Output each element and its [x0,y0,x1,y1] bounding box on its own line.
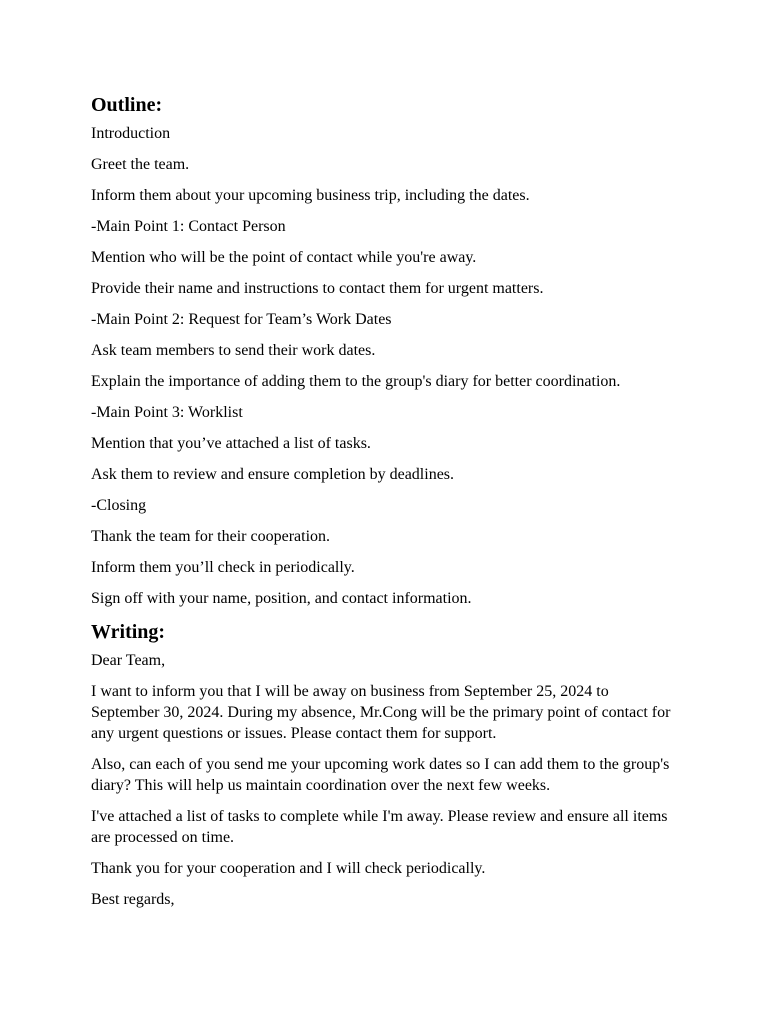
outline-heading: Outline: [91,94,163,116]
outline-item: Explain the importance of adding them to the group's diary for better coordination. [91,373,621,390]
letter-paragraph: I've attached a list of tasks to complete while I'm away. Please review and ensure all items are processed on time. [91,808,668,846]
outline-item: -Main Point 3: Worklist [91,404,243,421]
outline-item: Sign off with your name, position, and contact information. [91,590,472,607]
writing-heading: Writing: [91,621,166,643]
letter-paragraph: Also, can each of you send me your upcoming work dates so I can add them to the group's diary? This will help us maintain coordination over the next few weeks. [91,756,670,794]
letter [91,650,671,910]
outline-item: -Main Point 2: Request for Team’s Work Dates [91,311,392,328]
outline-item: Inform them you’ll check in periodically. [91,559,355,576]
document-body [91,92,671,920]
letter-greeting: Dear Team, [91,652,166,669]
outline-item: Greet the team. [91,156,190,173]
outline-item: Ask them to review and ensure completion by deadlines. [91,466,455,483]
letter-paragraph: I want to inform you that I will be away on business from September 25, 2024 to September 30, 2024. During my absence, Mr.Cong will be the primary point of contact for any urgent questions or issues. Please contact them for support. [91,683,671,742]
outline-item: Provide their name and instructions to contact them for urgent matters. [91,280,544,297]
letter-paragraph: Thank you for your cooperation and I will check periodically. [91,860,486,877]
outline-list [91,123,671,609]
outline-item: Mention who will be the point of contact while you're away. [91,249,477,266]
outline-item: -Closing [91,497,147,514]
outline-item: Thank the team for their cooperation. [91,528,331,545]
outline-item: Ask team members to send their work dates. [91,342,376,359]
outline-item: -Main Point 1: Contact Person [91,218,286,235]
outline-item: Inform them about your upcoming business trip, including the dates. [91,187,530,204]
letter-signoff: Best regards, [91,891,175,908]
outline-item: Introduction [91,125,171,142]
outline-item: Mention that you’ve attached a list of tasks. [91,435,371,452]
